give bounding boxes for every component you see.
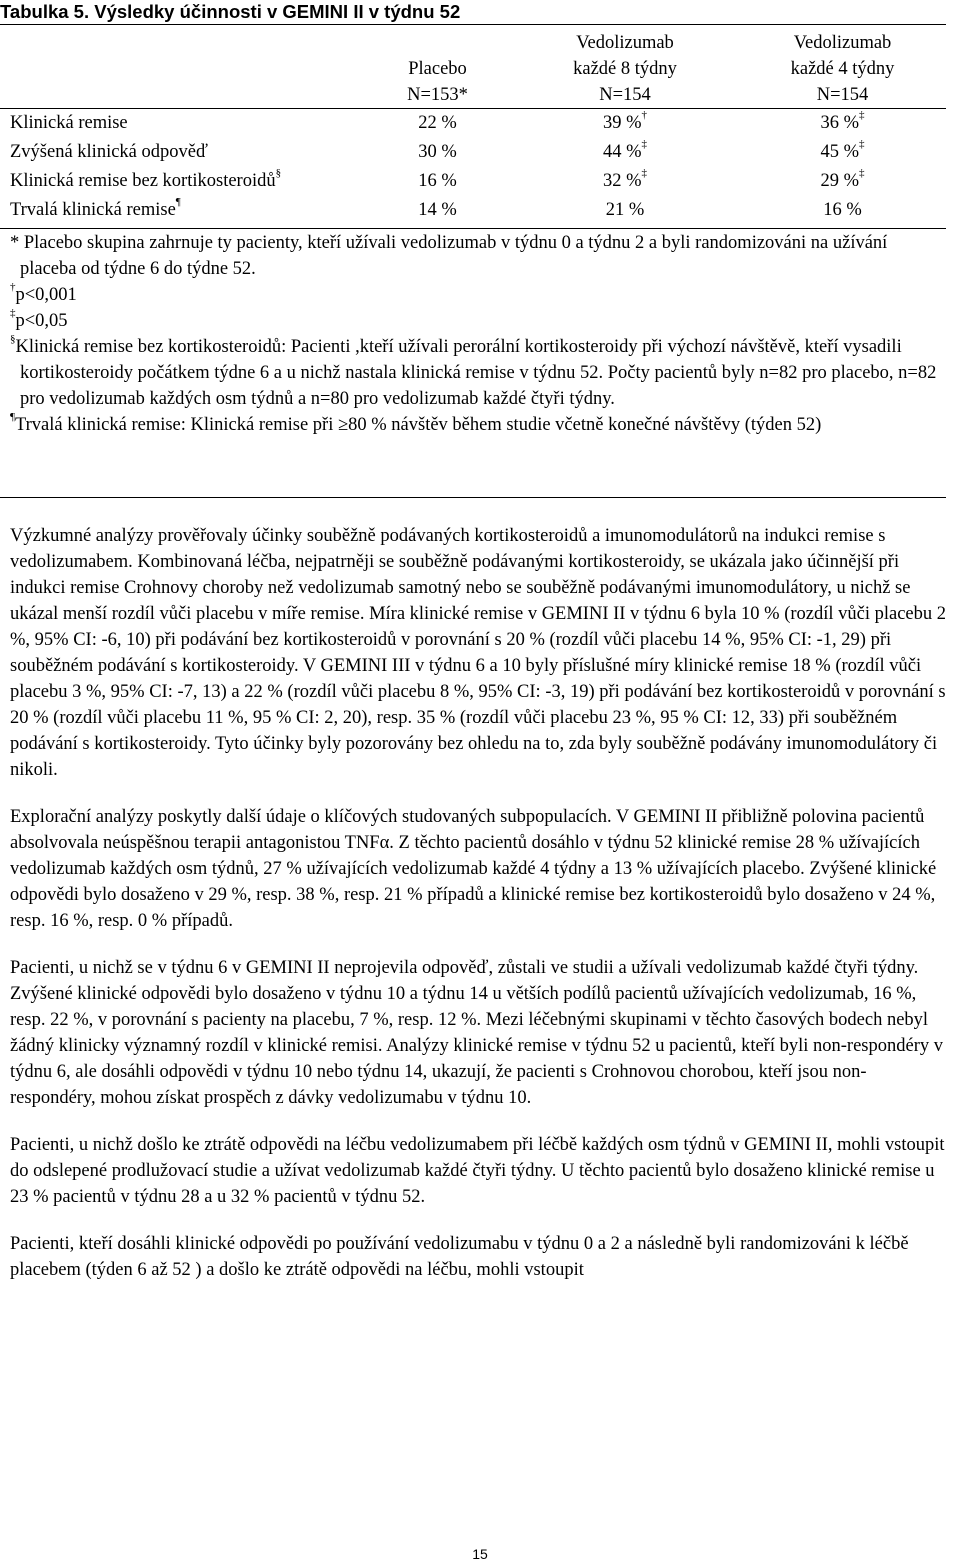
header-line xyxy=(380,30,495,56)
header-line: N=154 xyxy=(816,85,869,105)
cell-vedolizumab-4w: 16 % xyxy=(823,200,862,220)
header-line: N=154 xyxy=(599,85,651,105)
cell-placebo: 22 % xyxy=(418,113,457,133)
table-row xyxy=(0,167,946,196)
cell-placebo: 14 % xyxy=(418,200,457,220)
footnote: §Klinická remise bez kortikosteroidů: Pacienti ,kteří užívali perorální kortikosteroidy při výchozí návštěvě, kteří vysadili kortikosteroidy počátkem týdne 6 a u nichž nastala klinická remise v týdnu 52. Počty pacientů byly n=82 pro placebo, n=82 pro vedolizumab každých osm týdnů a n=80 pro vedolizumab každé čtyři týdny. xyxy=(10,332,937,409)
row-label: Klinická remise bez kortikosteroidů§ xyxy=(10,166,282,191)
cell-vedolizumab-8w: 32 %‡ xyxy=(602,166,648,191)
table-top-rule xyxy=(0,24,946,25)
table-footnotes xyxy=(10,230,940,438)
cell-vedolizumab-4w: 36 %‡ xyxy=(820,108,865,133)
table-row xyxy=(0,196,946,225)
cell-placebo: 16 % xyxy=(418,171,457,191)
header-line: Vedolizumab xyxy=(793,33,892,53)
page-number: 15 xyxy=(472,1546,488,1562)
footnote: * Placebo skupina zahrnuje ty pacienty, kteří užívali vedolizumab v týdnu 0 a týdnu 2 a byli randomizováni na užívání placeba od týdne 6 do týdne 52. xyxy=(10,233,888,279)
footnote: ¶Trvalá klinická remise: Klinická remise při ≥80 % návštěv během studie včetně konečné návštěvy (týden 52) xyxy=(10,410,822,435)
row-label: Zvýšená klinická odpověď xyxy=(10,142,208,162)
paragraph: Explorační analýzy poskytly další údaje o klíčových studovaných subpopulacích. V GEMINI II přibližně polovina pacientů absolvovala neúspěšnou terapii antagonistou TNFα. Z těchto pacientů dosáhlo v týdnu 52 klinické remise 28 % užívajících vedolizumab každých osm týdnů, 27 % užívajících vedolizumab každé 4 týdny a 13 % užívajících placebo. Zvýšené klinické odpovědi bylo dosaženo v 29 %, resp. 38 %, resp. 21 % případů a klinické remise bez kortikosteroidů bylo dosaženo v 24 %, resp. 16 %, resp. 0 % případů. xyxy=(10,807,937,931)
cell-vedolizumab-4w: 45 %‡ xyxy=(820,137,865,162)
row-label: Trvalá klinická remise¶ xyxy=(10,195,181,220)
cell-vedolizumab-8w: 21 % xyxy=(605,200,645,220)
cell-vedolizumab-8w: 44 %‡ xyxy=(602,137,648,162)
table-caption: Tabulka 5. Výsledky účinnosti v GEMINI II v týdnu 52 xyxy=(0,1,461,22)
header-line: každé 8 týdny xyxy=(573,59,677,79)
column-header-vedolizumab-4w xyxy=(770,30,915,108)
table-row xyxy=(0,138,946,167)
column-header-placebo xyxy=(380,30,495,108)
cell-vedolizumab-4w: 29 %‡ xyxy=(820,166,865,191)
footnote: ‡p<0,05 xyxy=(10,306,68,331)
column-header-vedolizumab-8w xyxy=(555,30,695,108)
paragraph: Pacienti, u nichž se v týdnu 6 v GEMINI II neprojevila odpověď, zůstali ve studii a užívali vedolizumab každé čtyři týdny. Zvýšené klinické odpovědi bylo dosaženo v týdnu 10 a týdnu 14 u větších podílů pacientů užívajících vedolizumab, 16 %, resp. 22 %, v porovnání s pacienty na placebu, 7 %, resp. 12 %. Mezi léčebnými skupinami v těchto časových bodech nebyl žádný klinicky významný rozdíl v klinické remisi. Analýzy klinické remise v týdnu 52 u pacientů, kteří byli non-respondéry v týdnu 6, ale dosáhli odpovědi v týdnu 10 nebo týdnu 14, ukazují, že pacienti s Crohnovou chorobou, kteří jsou non-respondéry, mohou získat prospěch z dávky vedolizumabu v týdnu 10. xyxy=(10,958,943,1108)
table-row xyxy=(0,109,946,138)
header-line: každé 4 týdny xyxy=(790,59,895,79)
header-line: N=153* xyxy=(407,85,468,105)
paragraph: Pacienti, kteří dosáhli klinické odpovědi po používání vedolizumabu v týdnu 0 a 2 a následně byli randomizováni k léčbě placebem (týden 6 až 52 ) a došlo ke ztrátě odpovědi na léčbu, mohli vstoupit xyxy=(10,1234,909,1280)
header-line: Vedolizumab xyxy=(576,33,674,53)
footnote: †p<0,001 xyxy=(10,280,77,305)
header-line: Placebo xyxy=(408,59,467,79)
cell-vedolizumab-8w: 39 %† xyxy=(602,108,648,133)
table-bottom-rule xyxy=(0,228,946,229)
cell-placebo: 30 % xyxy=(418,142,457,162)
paragraph: Výzkumné analýzy prověřovaly účinky souběžně podávaných kortikosteroidů a imunomodulátorů na indukci remise s vedolizumabem. Kombinovaná léčba, nejpatrněji se souběžně podávanými kortikosteroidy, se ukázala jako účinnější při indukci remise Crohnovy choroby než vedolizumab samotný nebo se souběžně podávanými imunomodulátory, u nichž se ukázal menší rozdíl vůči placebu v míře remise. Míra klinické remise v GEMINI II v týdnu 6 byla 10 % (rozdíl vůči placebu 2 %, 95% CI: -6, 10) při podávání bez kortikosteroidů v porovnání s 20 % (rozdíl vůči placebu 14 %, 95% CI: -1, 29) při souběžném podávání s kortikosteroidy. V GEMINI III v týdnu 6 a 10 byly příslušné míry klinické remise 18 % (rozdíl vůči placebu 3 %, 95% CI: -7, 13) a 22 % (rozdíl vůči placebu 8 %, 95% CI: -3, 19) při podávání bez kortikosteroidů v porovnání s 20 % (rozdíl vůči placebu 11 %, 95 % CI: 2, 20), resp. 35 % (rozdíl vůči placebu 23 %, 95 % CI: 12, 33) při souběžném podávání s kortikosteroidy. Tyto účinky byly pozorovány bez ohledu na to, zda byly souběžně podávány imunomodulátory či nikoli. xyxy=(10,526,947,780)
body-text xyxy=(10,523,950,1304)
paragraph: Pacienti, u nichž došlo ke ztrátě odpovědi na léčbu vedolizumabem při léčbě každých osm týdnů v GEMINI II, mohli vstoupit do odslepené prodlužovací studie a užívat vedolizumab každé čtyři týdny. U těchto pacientů bylo dosaženo klinické remise u 23 % pacientů v týdnu 28 a u 32 % pacientů v týdnu 52. xyxy=(10,1135,945,1207)
row-label: Klinická remise xyxy=(10,113,128,133)
footnotes-bottom-rule xyxy=(0,497,946,498)
